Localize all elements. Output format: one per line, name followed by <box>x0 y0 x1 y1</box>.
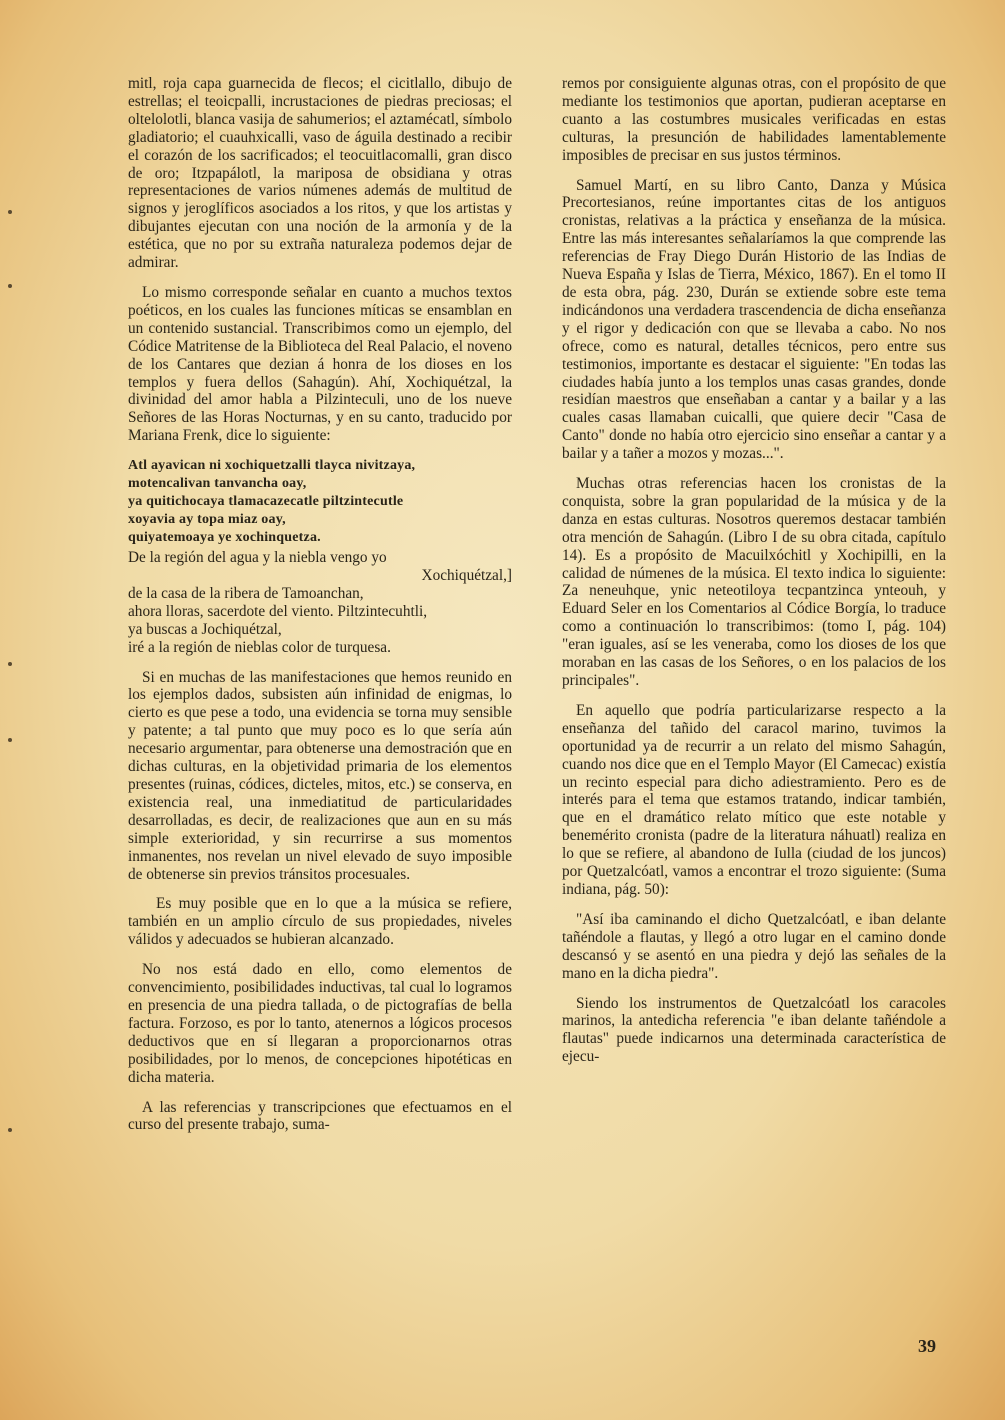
left-column <box>128 75 512 1146</box>
paragraph: No nos está dado en ello, como elementos de convencimiento, posibilidades inductivas, tal cual lo logramos en presencia de una piedra tallada, o de pictografías de bella factura. Forzoso, es por lo tanto, atenernos a lógicos procesos deductivos que en sí llegaran a proporcionarnos otras posibilidades, por lo menos, de concepciones hipotéticas en dicha materia. <box>128 961 512 1086</box>
translation-line: ahora lloras, sacerdote del viento. Piltzintecuhtli, <box>128 602 428 620</box>
page-number: 39 <box>918 1336 936 1356</box>
translation-line: De la región del agua y la niebla vengo yo <box>128 549 387 567</box>
poem-line: quiyatemoaya ye xochinquetza. <box>128 530 321 546</box>
poem-translation <box>128 549 512 656</box>
paragraph: Es muy posible que en lo que a la música se refiere, también en un amplio círculo de sus propiedades, niveles válidos y adecuados se hubieran alcanzado. <box>128 895 512 949</box>
paragraph: Siendo los instrumentos de Quetzalcóatl los caracoles marinos, la antedicha referencia "e iban delante tañéndole a flautas" puede indicarnos una determinada característica de ejecu- <box>562 994 946 1066</box>
paragraph: remos por consiguiente algunas otras, con el propósito de que mediante los testimonios que aportan, pudieran aceptarse en cuanto a las costumbres musicales verificadas en estas culturas, la presunción de habilidades lamentablemente imposibles de precisar en sus justos términos. <box>562 75 946 164</box>
paragraph: "Así iba caminando el dicho Quetzalcóatl, e iban delante tañéndole a flautas, y llegó a otro lugar en el camino donde descansó y se asentó en una piedra y dejó las señales de la mano en la dicha piedra". <box>562 910 946 982</box>
right-column <box>562 75 946 1078</box>
paragraph: A las referencias y transcripciones que efectuamos en el curso del presente trabajo, suma- <box>128 1098 512 1134</box>
translation-line: de la casa de la ribera de Tamoanchan, <box>128 584 364 602</box>
paragraph: En aquello que podría particularizarse respecto a la enseñanza del tañido del caracol marino, tuvimos la oportunidad ya de recurrir a un relato del mismo Sahagún, cuando nos dice que en el Templo Mayor (El Camecac) existía un recinto especial para dicho adiestramiento. Pero es de interés para el tema que estamos tratando, indicar también, que en el dramático relato mítico que este notable y benemérito cronista (padre de la literatura náhuatl) realiza en lo que se refiere, al abandono de Iulla (ciudad de los juncos) por Quetzalcóatl, vamos a encontrar el trozo siguiente: (Suma indiana, pág. 50): <box>562 701 946 898</box>
paragraph: mitl, roja capa guarnecida de flecos; el cicitlallo, dibujo de estrellas; el teoicpalli, incrustaciones de piedras preciosas; el oltelolotli, blanca vasija de sahumerios; el aztamécatl, símbolo gladiatorio; el cuauhxicalli, vaso de águila destinado a recibir el corazón de los sacrificados; el teocuitlacomalli, gran disco de oro; Itzpapálotl, la mariposa de obsidiana y otras representaciones de varios númenes además de multitud de signos y jeroglíficos asociados a los ritos, y que los artistas y dibujantes ejecutan con una noción de la armonía y de la estética, que no por su extraña naturaleza podemos dejar de admirar. <box>128 75 512 272</box>
paragraph: Muchas otras referencias hacen los cronistas de la conquista, sobre la gran popularidad de la música y de la danza en estas culturas. Nosotros queremos destacar también otra mención de Sahagún. (Libro I de su obra citada, capítulo 14). Es a propósito de Macuilxóchitl y Xochipilli, en la calidad de númenes de la música. El texto indica lo siguiente: Za neneuhque, ynic neteotiloya tecpantzinca ynteouh, y Eduard Seler en los Comentarios al Códice Borgía, lo traduce como a continuación lo transcribimos: (tomo I, pág. 104) "eran iguales, así se les veneraba, como los dioses de los que moraban en las casas de los Señores, o en los palacios de los principales". <box>562 475 946 689</box>
margin-mark <box>8 662 12 666</box>
poem-line: Atl ayavican ni xochiquetzalli tlayca nivitzaya, <box>128 458 416 474</box>
translation-line: Xochiquétzal,] <box>421 567 512 585</box>
poem-line: ya quitichocaya tlamacazecatle piltzintecutle <box>128 494 404 510</box>
margin-mark <box>8 1128 12 1132</box>
margin-mark <box>8 738 12 742</box>
translation-line: ya buscas a Jochiquétzal, <box>128 620 282 638</box>
nahuatl-poem <box>128 457 512 547</box>
paragraph: Si en muchas de las manifestaciones que hemos reunido en los ejemplos dados, subsisten aún infinidad de enigmas, lo cierto es que pese a todo, una evidencia se torna muy sensible y patente; a tal punto que muy poco es lo que sería aún necesario argumentar, para obtenerse una demostración que en dichas culturas, en la objetividad primaria de los elementos presentes (ruinas, códices, dicteles, mitos, etc.) se conserva, en existencia real, una inmediatitud de particularidades desarrolladas, es decir, de realizaciones que aun en su más simple exterioridad, y sin recurrirse a sus momentos inmanentes, nos revelan un nivel elevado de suyo imposible de obtenerse sin previos tránsitos procesuales. <box>128 668 512 883</box>
margin-mark <box>8 284 12 288</box>
poem-line: motencalivan tanvancha oay, <box>128 476 307 492</box>
translation-line: iré a la región de nieblas color de turquesa. <box>128 638 391 656</box>
poem-line: xoyavia ay topa miaz oay, <box>128 512 286 528</box>
paragraph: Lo mismo corresponde señalar en cuanto a muchos textos poéticos, en los cuales las funciones míticas se ensamblan en un contenido sustancial. Transcribimos como un ejemplo, del Códice Matritense de la Biblioteca del Real Palacio, el noveno de los Cantares que dezian á honra de los dioses en los templos y fuera dellos (Sahagún). Ahí, Xochiquétzal, la divinidad del amor habla a Pilzinteculi, uno de los nueve Señores de las Horas Nocturnas, y en su canto, traducido por Mariana Frenk, dice lo siguiente: <box>128 283 512 445</box>
paragraph: Samuel Martí, en su libro Canto, Danza y Música Precortesianos, reúne importantes citas de los antiguos cronistas, relativas a la práctica y enseñanza de la música. Entre las más interesantes señalaríamos la que comprende las referencias de Fray Diego Durán Historio de las Indias de Nueva España y Islas de Tierra, México, 1867). En el tomo II de esta obra, pág. 230, Durán se extiende sobre este tema indicándonos una verdadera trascendencia de dicha enseñanza y el rigor y dedicación con que se llevaba a cabo. No nos ofrece, como es natural, detalles técnicos, pero entre sus testimonios, importante es destacar el siguiente: "En todas las ciudades había junto a los templos unas casas grandes, donde residían maestros que enseñaban a cantar y a bailar y a las cuales casas llamaban cuicalli, que quiere decir "Casa de Canto" donde no había otro ejercicio sino enseñar a cantar y a bailar y a tañer a mozos y mozas...". <box>562 176 946 463</box>
margin-mark <box>8 210 12 214</box>
